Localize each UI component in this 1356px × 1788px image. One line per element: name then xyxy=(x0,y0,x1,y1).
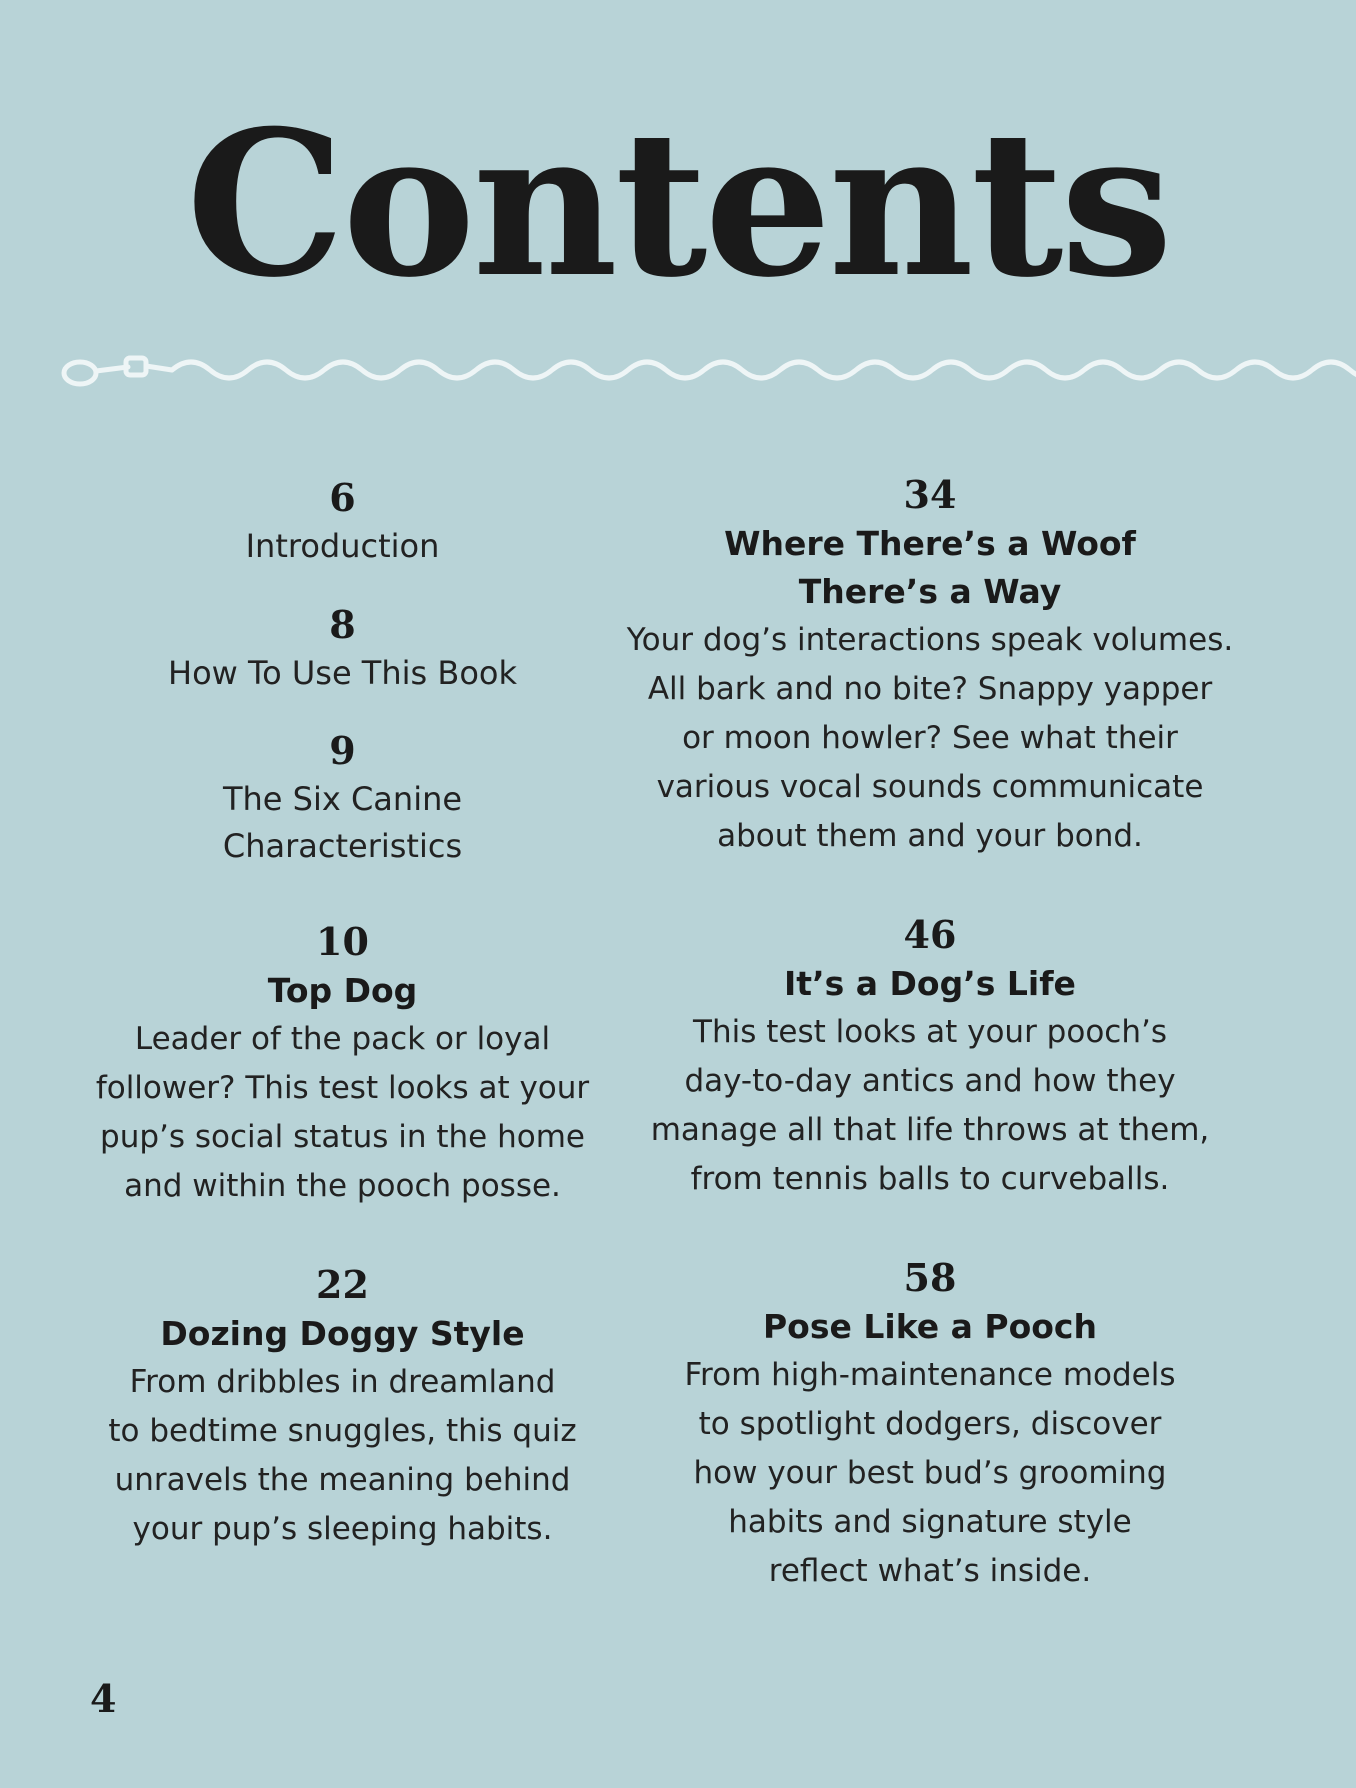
toc-entry-six-canine[interactable] xyxy=(90,726,595,870)
toc-entry-description: From high-maintenance models to spotlight dodgers, discover how your best bud’s grooming habits and signature style reflect what’s inside. xyxy=(684,1357,1176,1589)
leash-divider-icon xyxy=(0,340,1356,400)
toc-entry-title: Dozing Doggy Style xyxy=(160,1314,525,1353)
toc-entry-title-line: There’s a Way xyxy=(798,572,1062,611)
toc-entry-description: Leader of the pack or loyal follower? This test looks at your pup’s social status in the home and within the pooch posse. xyxy=(95,1021,590,1204)
page-ref-number: 58 xyxy=(903,1255,957,1300)
page-ref-number: 46 xyxy=(903,912,957,957)
page-ref-number: 6 xyxy=(329,475,356,520)
toc-entry-dogs-life[interactable] xyxy=(610,910,1250,1204)
page-ref-number: 9 xyxy=(329,728,356,773)
page-ref-number: 10 xyxy=(316,919,369,964)
toc-entry-description: This test looks at your pooch’s day-to-day antics and how they manage all that life throws at them, from tennis balls to curveballs. xyxy=(650,1014,1210,1197)
toc-entry-title: How To Use This Book xyxy=(168,654,517,692)
page-title: Contents xyxy=(185,87,1170,322)
toc-entry-title-line: Characteristics xyxy=(222,827,463,865)
toc-entry-title: Introduction xyxy=(245,527,440,565)
toc-entry-title-line: The Six Canine xyxy=(222,780,463,818)
toc-entry-title: It’s a Dog’s Life xyxy=(784,964,1076,1003)
toc-entry-title: Top Dog xyxy=(267,971,418,1010)
page-ref-number: 8 xyxy=(329,602,356,647)
page-ref-number: 22 xyxy=(316,1262,369,1307)
page-ref-number: 34 xyxy=(903,472,957,517)
toc-entry-description: Your dog’s interactions speak volumes. All bark and no bite? Snappy yapper or moon howler? See what their various vocal sounds communicate about them and your bond. xyxy=(626,622,1234,854)
toc-entry-how-to-use[interactable] xyxy=(90,600,595,697)
toc-entry-woof-way[interactable] xyxy=(610,470,1250,861)
toc-entry-introduction[interactable] xyxy=(90,473,595,570)
toc-entry-pose-pooch[interactable] xyxy=(610,1253,1250,1596)
toc-entry-title-line: Where There’s a Woof xyxy=(724,524,1136,563)
toc-entry-description: From dribbles in dreamland to bedtime snuggles, this quiz unravels the meaning behind your pup’s sleeping habits. xyxy=(108,1364,577,1547)
page-number: 4 xyxy=(90,1676,117,1721)
toc-entry-top-dog[interactable] xyxy=(90,917,595,1211)
toc-entry-title: Pose Like a Pooch xyxy=(763,1307,1097,1346)
toc-entry-dozing-doggy[interactable] xyxy=(90,1260,595,1554)
